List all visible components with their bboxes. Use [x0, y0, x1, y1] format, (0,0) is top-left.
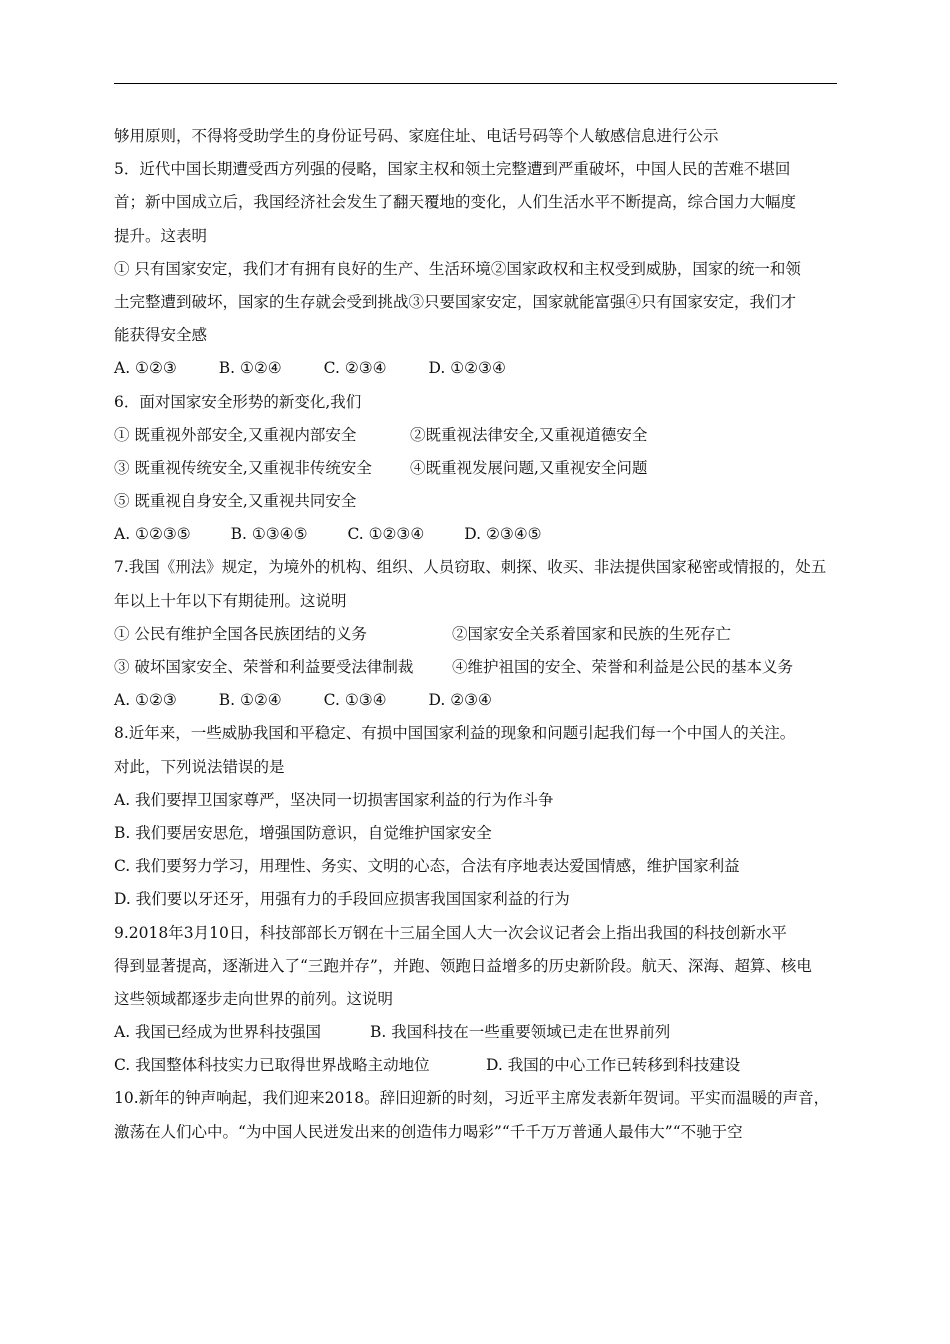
question-5-stem: 提升。这表明: [114, 226, 208, 245]
option-b: B. 我们要居安思危，增强国防意识，自觉维护国家安全: [114, 823, 492, 842]
question-6-statements: [114, 419, 842, 452]
option-a: A. 我国已经成为世界科技强国: [114, 1023, 322, 1042]
option-b: B. ①②④: [218, 691, 282, 710]
statement-4: ④既重视发展问题,又重视安全问题: [410, 458, 648, 477]
question-9-options: [114, 1016, 842, 1049]
question-9-stem: 9.2018年3月10日，科技部部长万钢在十三届全国人大一次会议记者会上指出我国的科技创新水平: [114, 923, 787, 942]
question-6-statements: [114, 452, 842, 485]
option-a: A. ①②③⑤: [114, 525, 191, 544]
question-5-statements: 能获得安全感: [114, 326, 208, 345]
option-d: D. 我们要以牙还牙，用强有力的手段回应损害我国国家利益的行为: [114, 890, 570, 909]
option-b: B. 我国科技在一些重要领域已走在世界前列: [370, 1023, 671, 1042]
text-line: 够用原则，不得将受助学生的身份证号码、家庭住址、电话号码等个人敏感信息进行公示: [114, 127, 719, 145]
document-body: [114, 120, 842, 1149]
statement-3: ③ 破坏国家安全、荣誉和利益要受法律制裁: [114, 658, 414, 676]
question-7-options: [114, 684, 842, 717]
question-6-options: [114, 518, 842, 551]
option-d: D. ①②③④: [428, 359, 506, 378]
option-d: D. 我国的中心工作已转移到科技建设: [486, 1056, 741, 1075]
question-7-statements: [114, 618, 842, 651]
question-5-statements: ① 只有国家安定，我们才有拥有良好的生产、生活环境②国家政权和主权受到威胁，国家的统一和领: [114, 259, 801, 278]
question-5-options: [114, 352, 842, 385]
statement-1: ① 公民有维护全国各民族团结的义务: [114, 624, 367, 643]
option-d: D. ②③④: [428, 691, 492, 710]
option-d: D. ②③④⑤: [464, 525, 542, 544]
option-b: B. ①②④: [218, 359, 282, 378]
option-c: C. ①②③④: [347, 525, 425, 544]
question-10-stem: 激荡在人们心中。“为中国人民迸发出来的创造伟力喝彩”“千千万万普通人最伟大”“不驰于空: [114, 1122, 743, 1141]
question-7-stem: 年以上十年以下有期徒刑。这说明: [114, 591, 347, 610]
option-b: B. ①③④⑤: [230, 525, 308, 544]
question-5-stem: 首；新中国成立后，我国经济社会发生了翻天覆地的变化，人们生活水平不断提高，综合国力大幅度: [114, 193, 797, 212]
question-9-stem: 这些领域都逐步走向世界的前列。这说明: [114, 989, 394, 1008]
option-c: C. 我国整体科技实力已取得世界战略主动地位: [114, 1056, 430, 1075]
statement-3: ③ 既重视传统安全,又重视非传统安全: [114, 458, 372, 477]
question-5-stem: 5．近代中国长期遭受西方列强的侵略，国家主权和领土完整遭到严重破坏，中国人民的苦难不堪回: [114, 160, 791, 179]
question-9-stem: 得到显著提高，逐渐进入了“三跑并存”，并跑、领跑日益增多的历史新阶段。航天、深海、超算、核电: [114, 956, 812, 975]
option-a: A. ①②③: [114, 691, 177, 710]
question-10-stem: 10.新年的钟声响起，我们迎来2018。辞旧迎新的时刻，习近平主席发表新年贺词。平实而温暖的声音，: [114, 1089, 830, 1108]
option-a: A. ①②③: [114, 359, 177, 378]
question-7-stem: 7.我国《刑法》规定，为境外的机构、组织、人员窃取、刺探、收买、非法提供国家秘密或情报的，处五: [114, 558, 827, 577]
question-8-stem: 对此，下列说法错误的是: [114, 757, 285, 776]
statement-5: ⑤ 既重视自身安全,又重视共同安全: [114, 492, 357, 511]
question-7-statements: [114, 651, 842, 684]
question-6-stem: 6．面对国家安全形势的新变化,我们: [114, 392, 362, 411]
option-c: C. ①③④: [323, 691, 387, 710]
question-8-stem: 8.近年来，一些威胁我国和平稳定、有损中国国家利益的现象和问题引起我们每一个中国人的关注。: [114, 724, 796, 743]
statement-1: ① 既重视外部安全,又重视内部安全: [114, 425, 357, 444]
option-c: C. 我们要努力学习，用理性、务实、文明的心态，合法有序地表达爱国情感，维护国家利益: [114, 857, 740, 876]
option-a: A. 我们要捍卫国家尊严，坚决同一切损害国家利益的行为作斗争: [114, 790, 554, 809]
question-9-options: [114, 1049, 842, 1082]
statement-4: ④维护祖国的安全、荣誉和利益是公民的基本义务: [452, 658, 794, 676]
statement-2: ②既重视法律安全,又重视道德安全: [410, 425, 648, 444]
header-rule: [114, 83, 837, 84]
question-5-statements: 土完整遭到破坏，国家的生存就会受到挑战③只要国家安定，国家就能富强④只有国家安定，我们才: [114, 292, 797, 311]
statement-2: ②国家安全关系着国家和民族的生死存亡: [452, 624, 732, 643]
option-c: C. ②③④: [323, 359, 387, 378]
